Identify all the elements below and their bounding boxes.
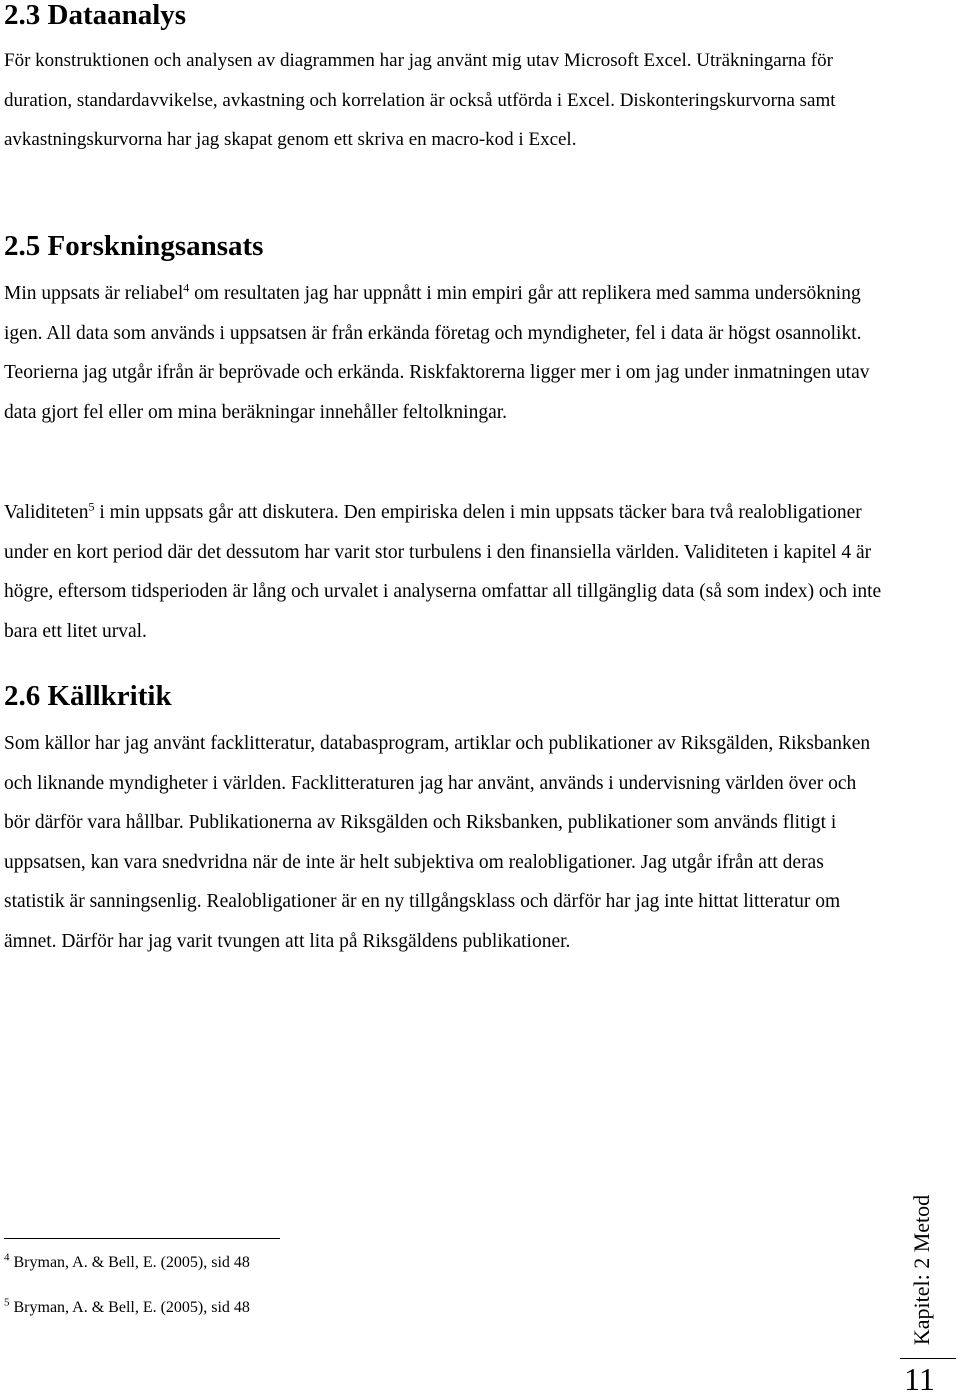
footnote-5 (4, 1297, 250, 1319)
paragraph-dataanalys: För konstruktionen och analysen av diagrammen har jag använt mig utav Microsoft Excel. Uträkningarna för duration, standardavvikelse, avkastning och korrelation är också utförda i Excel. Diskonteringskurvorna samt avkastningskurvorna har jag skapat genom ett skriva en macro-kod i Excel. (4, 50, 836, 151)
footnote-4 (4, 1252, 250, 1274)
footnote-text: Bryman, A. & Bell, E. (2005), sid 48 (9, 1254, 250, 1271)
section-heading-kallkritik: 2.6 Källkritik (4, 680, 172, 712)
footnote-reference-5: 5 (88, 499, 95, 514)
paragraph-text-start: Min uppsats är reliabel (4, 283, 184, 304)
chapter-label-text: Kapitel: 2 Metod (909, 1194, 934, 1346)
footnote-number: 5 (4, 1296, 10, 1309)
footnote-separator (4, 1238, 280, 1239)
paragraph-text-rest: i min uppsats går att diskutera. Den empiriska delen i min uppsats täcker bara två realobligationer under en kort period där det dessutom har varit stor turbulens i den finansiella världen. Validiteten i kapitel 4 är högre, eftersom tidsperioden är lång och urvalet i analyserna omfattar all tillgänglig data (så som index) och inte bara ett litet urval. (4, 502, 882, 642)
page-number-rule (900, 1358, 956, 1359)
footnote-text: Bryman, A. & Bell, E. (2005), sid 48 (9, 1299, 250, 1316)
section-heading-forskningsansats: 2.5 Forskningsansats (4, 230, 264, 262)
chapter-side-label (892, 1190, 952, 1350)
paragraph-reliabilitet (4, 274, 884, 432)
paragraph-validitet (4, 493, 884, 651)
paragraph-kallkritik: Som källor har jag använt facklitteratur, databasprogram, artiklar och publikationer av Riksgälden, Riksbanken och liknande myndigheter i världen. Facklitteraturen jag har använt, används i undervisning världen över och bör därför vara hållbar. Publikationerna av Riksgälden och Riksbanken, publikationer som används flitigt i uppsatsen, kan vara snedvridna när de inte är helt subjektiva om realobligationer. Jag utgår ifrån att deras statistik är sanningsenlig. Realobligationer är en ny tillgångsklass och därför har jag inte hittat litteratur om ämnet. Därför har jag varit tvungen att lita på Riksgäldens publikationer. (4, 733, 871, 952)
paragraph-text-rest: om resultaten jag har uppnått i min empiri går att replikera med samma undersökning igen. All data som används i uppsatsen är från erkända företag och myndigheter, fel i data är högst osannolikt. Teorierna jag utgår ifrån är beprövade och erkända. Riskfaktorerna ligger mer i om jag under inmatningen utav data gjort fel eller om mina beräkningar innehåller feltolkningar. (4, 283, 870, 423)
paragraph-text-start: Validiteten (4, 502, 89, 523)
footnote-number: 4 (4, 1251, 10, 1264)
section-heading-dataanalys: 2.3 Dataanalys (4, 0, 187, 31)
footnote-reference-4: 4 (183, 280, 190, 295)
page-number: 11 (904, 1361, 935, 1397)
